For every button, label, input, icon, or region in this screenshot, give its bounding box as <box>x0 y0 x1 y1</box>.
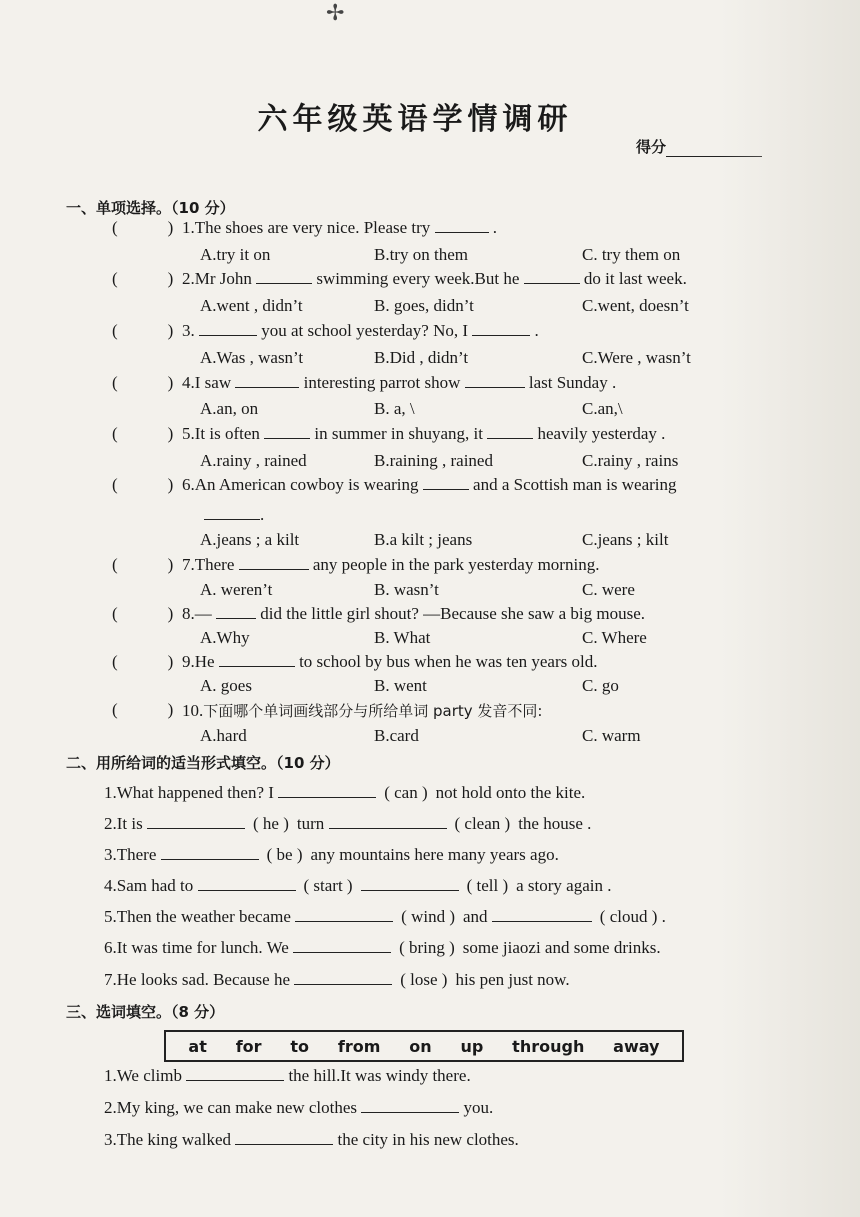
word-hint: ( bring ) <box>399 938 455 957</box>
option-a[interactable] <box>200 580 272 600</box>
answer-paren[interactable] <box>112 218 173 238</box>
option-text: A. goes <box>200 676 252 695</box>
question-stem: — <box>194 604 212 623</box>
fill-in-text: turn <box>296 814 325 833</box>
option-text: B. went <box>374 676 427 695</box>
answer-blank[interactable] <box>264 424 310 439</box>
question-text <box>182 321 539 341</box>
answer-paren[interactable] <box>112 604 173 624</box>
option-c[interactable] <box>582 348 691 368</box>
question-stem: . <box>534 321 539 340</box>
option-text: B.card <box>374 726 419 745</box>
paren-open: ( <box>112 218 118 237</box>
option-text: A.rainy , rained <box>200 451 307 470</box>
word-bank-item: from <box>337 1036 381 1056</box>
word-hint: ( cloud ) . <box>599 907 666 926</box>
question-stem: An American cowboy is wearing <box>194 475 419 494</box>
fill-in-text: a story again . <box>516 876 612 895</box>
word-bank-item: for <box>235 1036 262 1056</box>
option-c[interactable] <box>582 628 647 648</box>
answer-blank[interactable] <box>219 652 295 667</box>
score-label: 得分 <box>636 138 667 156</box>
answer-blank[interactable] <box>492 907 592 922</box>
answer-blank[interactable] <box>293 938 391 953</box>
option-b[interactable] <box>374 451 493 471</box>
fill-in-text: any mountains here many years ago. <box>310 845 559 864</box>
question-text <box>182 604 645 624</box>
fill-in-text: you. <box>463 1098 494 1117</box>
paren-open: ( <box>112 373 118 392</box>
word-bank-item: at <box>188 1036 207 1056</box>
answer-blank[interactable] <box>361 876 459 891</box>
option-b[interactable] <box>374 580 439 600</box>
option-b[interactable] <box>374 296 474 316</box>
question-stem: There <box>194 555 235 574</box>
question-stem: 下面哪个单词画线部分与所给单词 party 发音不同: <box>203 702 543 720</box>
answer-blank[interactable] <box>239 555 309 570</box>
option-b[interactable] <box>374 399 415 419</box>
question-text <box>182 269 687 289</box>
option-a[interactable] <box>200 245 270 265</box>
word-bank-item: to <box>290 1036 310 1056</box>
fill-in-text: 2.My king, we can make new clothes <box>104 1098 358 1117</box>
answer-blank[interactable] <box>524 269 580 284</box>
question-text <box>182 218 497 238</box>
fill-in-line <box>104 1066 471 1086</box>
paren-close: ) <box>167 218 174 237</box>
fill-in-line <box>104 970 570 990</box>
fill-in-text: the hill.It was windy there. <box>288 1066 471 1085</box>
answer-paren[interactable] <box>112 555 173 575</box>
paren-close: ) <box>167 700 174 719</box>
option-text: A.hard <box>200 726 247 745</box>
question-stem: It is often <box>194 424 260 443</box>
question-number: 1. <box>182 218 195 237</box>
option-text: C. try them on <box>582 245 681 264</box>
paren-close: ) <box>167 555 174 574</box>
option-c[interactable] <box>582 451 678 471</box>
option-c[interactable] <box>582 296 689 316</box>
question-stem: . <box>492 218 498 237</box>
fill-in-line <box>104 845 559 865</box>
option-a[interactable] <box>200 726 247 746</box>
option-text: A.went , didn’t <box>200 296 303 315</box>
option-a[interactable] <box>200 348 303 368</box>
question-stem: The shoes are very nice. Please try <box>194 218 431 237</box>
answer-paren[interactable] <box>112 475 173 495</box>
fill-in-text: the house . <box>518 814 592 833</box>
option-text: B. a, \ <box>374 399 415 418</box>
option-text: C. go <box>582 676 619 695</box>
answer-blank[interactable] <box>235 1130 333 1145</box>
page-title: 六年级英语学情调研 <box>257 102 573 137</box>
question-number: 9. <box>182 652 195 671</box>
fill-in-text: 1.What happened then? I <box>104 783 274 802</box>
fill-in-text: 6.It was time for lunch. We <box>104 938 289 957</box>
question-stem: any people in the park yesterday morning. <box>312 555 600 574</box>
option-text: A.Was , wasn’t <box>200 348 304 367</box>
question-stem: Mr John <box>194 269 252 288</box>
option-text: A.Why <box>200 628 250 647</box>
option-c[interactable] <box>582 580 635 600</box>
question-text <box>182 652 597 672</box>
word-hint: ( be ) <box>266 845 303 864</box>
question-number: 8. <box>182 604 195 623</box>
fill-in-text: 3.The king walked <box>104 1130 231 1149</box>
fill-in-text: 1.We climb <box>104 1066 182 1085</box>
option-text: B.try on them <box>374 245 468 264</box>
answer-blank[interactable] <box>329 814 447 829</box>
fill-in-text: 5.Then the weather became <box>104 907 291 926</box>
option-text: C. were <box>582 580 635 599</box>
option-text: A. weren’t <box>200 580 273 599</box>
question-number: 7. <box>182 555 195 574</box>
question-stem: last Sunday . <box>528 373 617 392</box>
question-text <box>182 373 616 393</box>
option-text: B. goes, didn’t <box>374 296 474 315</box>
question-text <box>182 555 599 575</box>
answer-blank[interactable] <box>465 373 525 388</box>
answer-blank[interactable] <box>256 269 312 284</box>
option-text: C. Where <box>582 628 647 647</box>
question-text <box>182 424 665 444</box>
answer-paren[interactable] <box>112 652 173 672</box>
fill-in-text: 7.He looks sad. Because he <box>104 970 291 989</box>
option-b[interactable] <box>374 348 468 368</box>
fill-in-text: some jiaozi and some drinks. <box>462 938 661 957</box>
question-number: 6. <box>182 475 195 494</box>
option-text: C.jeans ; kilt <box>582 530 669 549</box>
section3-heading: 三、选词填空。（8 分） <box>66 1003 225 1021</box>
question-stem: interesting parrot show <box>303 373 461 392</box>
option-c[interactable] <box>582 676 619 696</box>
question-number: 2. <box>182 269 195 288</box>
option-text: A.jeans ; a kilt <box>200 530 300 549</box>
word-bank-item: away <box>613 1036 660 1056</box>
option-text: B. What <box>374 628 431 647</box>
word-bank <box>164 1030 684 1062</box>
option-a[interactable] <box>200 399 258 419</box>
answer-blank[interactable] <box>216 604 256 619</box>
paren-close: ) <box>167 373 174 392</box>
fill-in-text: 4.Sam had to <box>104 876 194 895</box>
paren-open: ( <box>112 475 118 494</box>
paren-open: ( <box>112 269 118 288</box>
paren-close: ) <box>167 604 174 623</box>
paren-close: ) <box>167 424 174 443</box>
option-a[interactable] <box>200 530 299 550</box>
answer-blank[interactable] <box>198 876 296 891</box>
answer-blank[interactable] <box>186 1066 284 1081</box>
word-hint: ( he ) <box>252 814 289 833</box>
answer-blank[interactable] <box>361 1098 459 1113</box>
fill-in-line <box>104 1098 493 1118</box>
option-text: B.raining , rained <box>374 451 493 470</box>
word-hint: ( clean ) <box>454 814 511 833</box>
fill-in-text: and <box>462 907 488 926</box>
fill-in-line <box>104 814 591 834</box>
question-number: 5. <box>182 424 195 443</box>
question-text <box>182 700 542 721</box>
answer-paren[interactable] <box>112 321 173 341</box>
question-stem: heavily yesterday . <box>537 424 666 443</box>
word-hint: ( start ) <box>303 876 353 895</box>
registration-mark: ✢ <box>326 0 345 25</box>
option-b[interactable] <box>374 676 427 696</box>
word-bank-item: through <box>512 1036 585 1056</box>
answer-blank[interactable] <box>204 505 260 520</box>
section2-heading: 二、用所给词的适当形式填空。（10 分） <box>66 754 340 772</box>
question-text <box>182 475 677 495</box>
fill-in-line <box>104 907 674 927</box>
option-text: B.Did , didn’t <box>374 348 469 367</box>
answer-blank[interactable] <box>435 218 489 233</box>
option-c[interactable] <box>582 530 668 550</box>
question-stem: to school by bus when he was ten years old. <box>299 652 598 671</box>
answer-paren[interactable] <box>112 424 173 444</box>
section1-heading: 一、单项选择。（10 分） <box>66 199 235 217</box>
paren-open: ( <box>112 652 118 671</box>
word-hint: ( wind ) <box>401 907 455 926</box>
answer-blank[interactable] <box>199 321 257 336</box>
question-stem: did the little girl shout? —Because she saw a big mouse. <box>260 604 646 623</box>
fill-in-text: his pen just now. <box>455 970 570 989</box>
answer-paren[interactable] <box>112 373 173 393</box>
word-hint: ( lose ) <box>400 970 448 989</box>
question-number: 10. <box>182 701 204 720</box>
question-text-line2 <box>204 505 264 525</box>
answer-blank[interactable] <box>472 321 530 336</box>
answer-blank[interactable] <box>235 373 299 388</box>
word-hint: ( can ) <box>384 783 428 802</box>
option-text: C.an,\ <box>582 399 623 418</box>
option-a[interactable] <box>200 451 307 471</box>
word-bank-item: on <box>409 1036 432 1056</box>
answer-blank[interactable] <box>423 475 469 490</box>
paren-open: ( <box>112 424 118 443</box>
question-stem: He <box>194 652 215 671</box>
paren-close: ) <box>167 475 174 494</box>
option-text: C.Were , wasn’t <box>582 348 691 367</box>
page-edge-shadow <box>720 0 860 1217</box>
answer-paren[interactable] <box>112 700 173 720</box>
paren-open: ( <box>112 321 118 340</box>
option-c[interactable] <box>582 726 641 746</box>
paren-close: ) <box>167 321 174 340</box>
answer-blank[interactable] <box>147 814 245 829</box>
question-stem: I saw <box>194 373 232 392</box>
answer-blank[interactable] <box>278 783 376 798</box>
option-a[interactable] <box>200 628 250 648</box>
word-hint: ( tell ) <box>466 876 509 895</box>
fill-in-text: not hold onto the kite. <box>435 783 586 802</box>
question-stem: swimming every week.But he <box>316 269 520 288</box>
fill-in-text: the city in his new clothes. <box>337 1130 519 1149</box>
question-number: 4. <box>182 373 195 392</box>
option-b[interactable] <box>374 726 419 746</box>
paren-close: ) <box>167 269 174 288</box>
answer-blank[interactable] <box>161 845 259 860</box>
question-stem: and a Scottish man is wearing <box>473 475 677 494</box>
fill-in-line <box>104 1130 519 1150</box>
word-bank-item: up <box>460 1036 484 1056</box>
question-stem-end: . <box>260 505 265 524</box>
paren-close: ) <box>167 652 174 671</box>
option-text: A.try it on <box>200 245 271 264</box>
question-stem: do it last week. <box>583 269 687 288</box>
paren-open: ( <box>112 604 118 623</box>
option-text: A.an, on <box>200 399 259 418</box>
fill-in-text: 3.There <box>104 845 157 864</box>
paren-open: ( <box>112 555 118 574</box>
answer-blank[interactable] <box>295 907 393 922</box>
option-text: C. warm <box>582 726 641 745</box>
option-b[interactable] <box>374 628 430 648</box>
answer-blank[interactable] <box>294 970 392 985</box>
answer-blank[interactable] <box>487 424 533 439</box>
option-text: B. wasn’t <box>374 580 439 599</box>
fill-in-text: 2.It is <box>104 814 143 833</box>
fill-in-line <box>104 938 661 958</box>
paren-open: ( <box>112 700 118 719</box>
option-text: C.went, doesn’t <box>582 296 689 315</box>
answer-paren[interactable] <box>112 269 173 289</box>
option-b[interactable] <box>374 530 472 550</box>
question-number: 3. <box>182 321 195 340</box>
fill-in-line <box>104 783 585 803</box>
option-c[interactable] <box>582 245 680 265</box>
option-c[interactable] <box>582 399 623 419</box>
option-a[interactable] <box>200 676 252 696</box>
question-stem: you at school yesterday? No, I <box>261 321 469 340</box>
question-stem: in summer in shuyang, it <box>314 424 483 443</box>
fill-in-line <box>104 876 612 896</box>
option-text: B.a kilt ; jeans <box>374 530 473 549</box>
option-b[interactable] <box>374 245 468 265</box>
option-text: C.rainy , rains <box>582 451 679 470</box>
option-a[interactable] <box>200 296 303 316</box>
